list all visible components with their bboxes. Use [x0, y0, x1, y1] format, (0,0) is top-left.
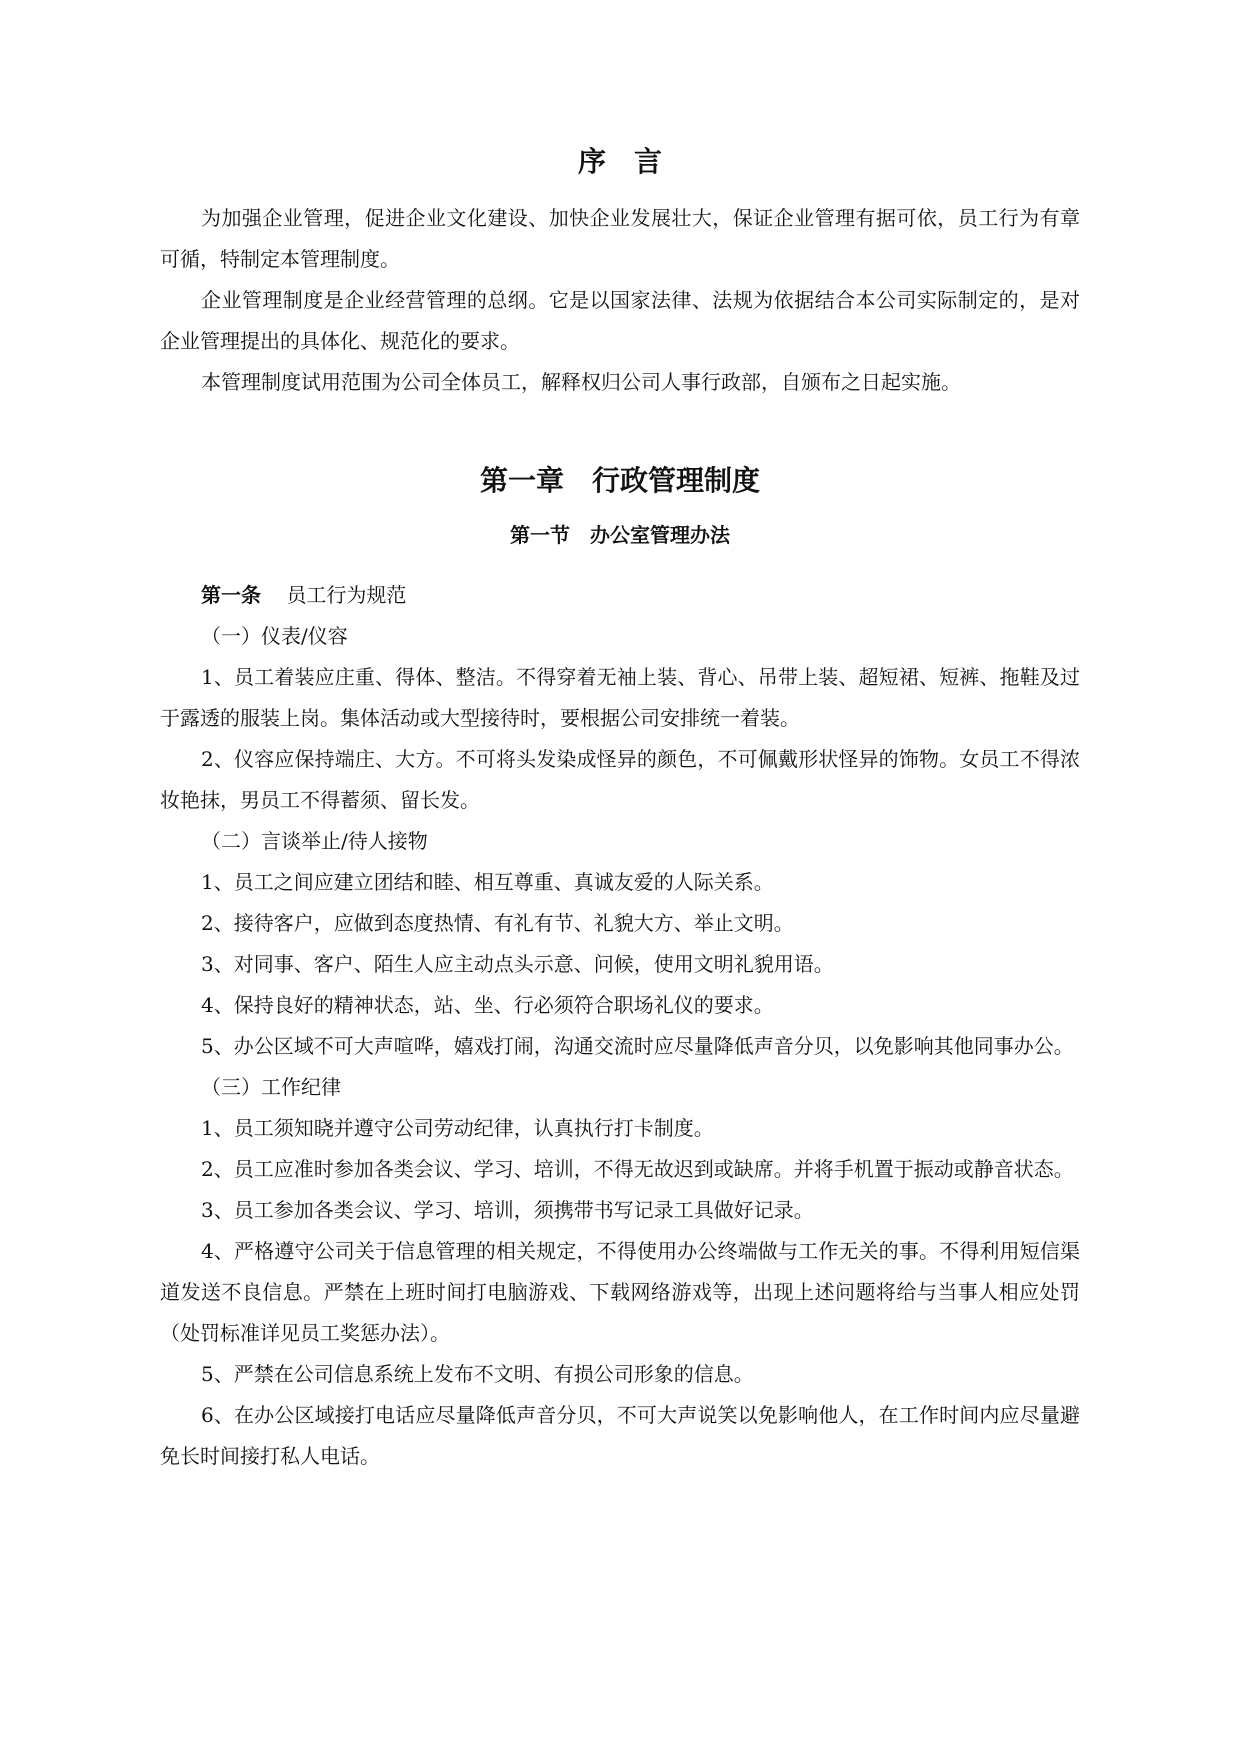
document-content: [160, 140, 1080, 1477]
preface-paragraph: 企业管理制度是企业经营管理的总纲。它是以国家法律、法规为依据结合本公司实际制定的，是对企业管理提出的具体化、规范化的要求。: [160, 288, 1080, 353]
list-item: 2、仪容应保持端庄、大方。不可将头发染成怪异的颜色，不可佩戴形状怪异的饰物。女员工不得浓妆艳抹，男员工不得蓄须、留长发。: [160, 747, 1080, 812]
preface-paragraph: 为加强企业管理，促进企业文化建设、加快企业发展壮大，保证企业管理有据可依，员工行为有章可循，特制定本管理制度。: [160, 206, 1080, 271]
list-item: 4、保持良好的精神状态，站、坐、行必须符合职场礼仪的要求。: [201, 993, 774, 1017]
list-item: 3、员工参加各类会议、学习、培训，须携带书写记录工具做好记录。: [201, 1198, 814, 1222]
article-heading: [160, 575, 1080, 616]
subsection-heading: （三）工作纪律: [201, 1075, 341, 1099]
list-item: 5、办公区域不可大声喧哗，嬉戏打闹，沟通交流时应尽量降低声音分贝，以免影响其他同事办公。: [201, 1034, 1074, 1058]
list-item: 3、对同事、客户、陌生人应主动点头示意、问候，使用文明礼貌用语。: [201, 952, 834, 976]
list-item: 5、严禁在公司信息系统上发布不文明、有损公司形象的信息。: [201, 1362, 754, 1386]
list-item: 1、员工之间应建立团结和睦、相互尊重、真诚友爱的人际关系。: [201, 870, 774, 894]
subsection-heading: （一）仪表/仪容: [201, 624, 348, 648]
chapter-title: 第一章 行政管理制度: [479, 464, 760, 497]
article-number: 第一条: [201, 583, 261, 607]
list-item: 2、接待客户，应做到态度热情、有礼有节、礼貌大方、举止文明。: [201, 911, 794, 935]
subsection-heading: （二）言谈举止/待人接物: [201, 829, 428, 853]
list-item: 1、员工须知晓并遵守公司劳动纪律，认真执行打卡制度。: [201, 1116, 714, 1140]
list-item: 4、严格遵守公司关于信息管理的相关规定，不得使用办公终端做与工作无关的事。不得利用短信渠道发送不良信息。严禁在上班时间打电脑游戏、下载网络游戏等，出现上述问题将给与当事人相应处罚（处罚标准详见员工奖惩办法）。: [160, 1239, 1080, 1345]
list-item: 6、在办公区域接打电话应尽量降低声音分贝，不可大声说笑以免影响他人，在工作时间内应尽量避免长时间接打私人电话。: [160, 1403, 1080, 1468]
preface-title: 序言: [577, 145, 690, 178]
article-title: 员工行为规范: [286, 583, 407, 607]
preface-paragraph: 本管理制度试用范围为公司全体员工，解释权归公司人事行政部，自颁布之日起实施。: [201, 370, 961, 394]
section-title: 第一节 办公室管理办法: [510, 523, 730, 547]
list-item: 1、员工着装应庄重、得体、整洁。不得穿着无袖上装、背心、吊带上装、超短裙、短裤、拖鞋及过于露透的服装上岗。集体活动或大型接待时，要根据公司安排统一着装。: [160, 665, 1080, 730]
list-item: 2、员工应准时参加各类会议、学习、培训，不得无故迟到或缺席。并将手机置于振动或静音状态。: [201, 1157, 1074, 1181]
